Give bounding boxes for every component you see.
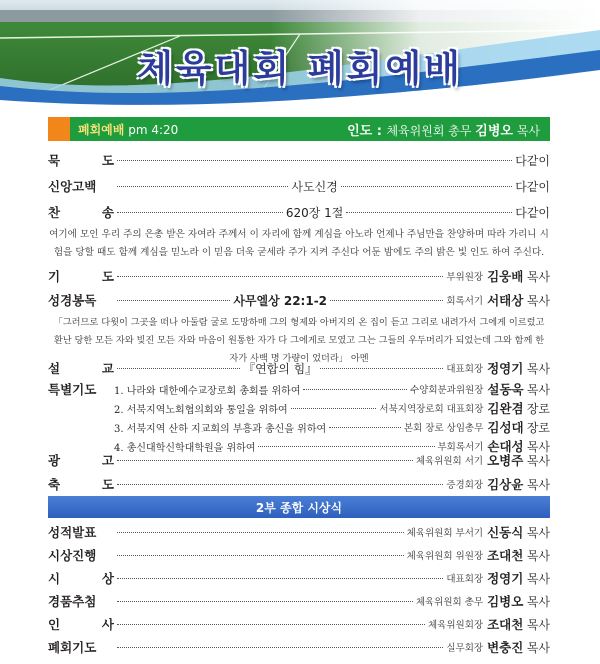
order-name: 서태상 (487, 293, 524, 308)
prayer-row (48, 399, 550, 417)
order-label: 찬 송 (48, 205, 114, 220)
order-label: 인 사 (48, 617, 114, 632)
prayer-name: 설동욱 (487, 382, 524, 397)
order-title: 목사 (526, 617, 550, 632)
leader-dots (117, 624, 425, 625)
order-row (48, 545, 550, 565)
order-role: 대표회장 (446, 364, 484, 375)
order-row (48, 150, 550, 170)
banner-leader-title: 목사 (516, 123, 540, 138)
order-row (48, 450, 550, 470)
order-row (48, 474, 550, 494)
banner-time: pm 4:20 (128, 122, 179, 137)
leader-dots (117, 300, 230, 301)
order-name: 신동식 (487, 525, 524, 540)
order-label: 광 고 (48, 453, 114, 468)
leader-dots (329, 427, 401, 428)
prayer-role: 수양회분과위원장 (409, 385, 484, 396)
banner-left (78, 121, 178, 138)
order-role: 체육위원회 부서기 (406, 528, 484, 539)
sermon-title: 『연합의 힘』 (243, 361, 318, 376)
order-row (48, 637, 550, 657)
service-banner (48, 117, 550, 141)
order-label: 축 도 (48, 477, 114, 492)
order-row (48, 591, 550, 611)
prayer-row (48, 380, 550, 398)
leader-dots (303, 389, 406, 390)
order-label: 경품추첨 (48, 594, 97, 609)
order-detail: 사무엘상 22:1-2 (233, 293, 328, 308)
leader-dots (320, 368, 443, 369)
leader-dots (291, 408, 377, 409)
order-title: 목사 (526, 453, 550, 468)
leader-dots (117, 578, 443, 579)
prayer-label: 특별기도 (48, 382, 97, 397)
prayer-text: 3. 서북지역 산하 지교회의 부흥과 총신을 위하여 (114, 423, 327, 435)
leader-dots (330, 300, 443, 301)
order-name: 김병오 (487, 594, 524, 609)
order-title: 목사 (526, 594, 550, 609)
order-row (48, 202, 550, 222)
leader-dots (117, 212, 283, 213)
order-row (48, 290, 550, 310)
banner-leader (347, 120, 550, 139)
order-title: 목사 (526, 571, 550, 586)
order-title: 목사 (526, 548, 550, 563)
order-row (48, 358, 550, 378)
order-name: 조대천 (487, 548, 524, 563)
hymn-lyrics: 여기에 모인 우리 주의 은총 받은 자여라 주께서 이 자리에 함께 계심을 아노라 언제나 주님만을 찬양하며 따라 가리니 시험을 당할 때도 함께 계심을 믿노라 이 믿음 더욱 굳세라 주가 지켜 주신다 어둔 밤에도 주의 밝은 빛 인도 하여 주신다. (49, 229, 549, 258)
order-name: 오병주 (487, 453, 524, 468)
order-name: 정영기 (487, 361, 524, 376)
order-detail: 620장 1절 (285, 205, 344, 220)
prayer-title: 장로 (526, 401, 550, 416)
leader-dots (346, 212, 512, 213)
leader-dots (117, 276, 443, 277)
prayer-name: 김성대 (487, 420, 524, 435)
leader-dots (117, 532, 404, 533)
order-label: 시상진행 (48, 548, 97, 563)
order-row (48, 614, 550, 634)
order-name: 조대천 (487, 617, 524, 632)
order-detail: 사도신경 (291, 179, 338, 194)
order-title: 목사 (526, 361, 551, 376)
order-role: 실무회장 (446, 643, 484, 654)
leader-dots (117, 160, 512, 161)
banner-service-name: 폐회예배 (78, 122, 125, 137)
leader-dots (117, 368, 240, 369)
order-role: 체육위원회 총무 (415, 597, 484, 608)
order-title: 목사 (526, 269, 550, 284)
prayer-title: 목사 (526, 382, 550, 397)
leader-dots (117, 186, 288, 187)
prayer-role: 부회록서기 (437, 442, 484, 453)
order-name: 김웅배 (487, 269, 524, 284)
prayer-title: 목사 (526, 439, 550, 454)
prayer-text: 4. 총신대학신학대학원을 위하여 (114, 442, 256, 454)
order-label: 묵 도 (48, 153, 114, 168)
leader-dots (117, 647, 443, 648)
order-row (48, 266, 550, 286)
leader-dots (341, 186, 512, 187)
order-role: 대표회장 (446, 574, 484, 585)
order-title: 목사 (526, 640, 550, 655)
order-role: 부위원장 (446, 272, 484, 283)
leader-dots (117, 601, 413, 602)
order-name: 김상윤 (487, 477, 524, 492)
order-row (48, 176, 550, 196)
leader-dots (117, 460, 413, 461)
order-role: 체육위원회장 (428, 620, 484, 631)
prayer-name: 손대성 (487, 439, 524, 454)
section-awards-header: 2부 종합 시상식 (48, 496, 550, 518)
order-row (48, 568, 550, 588)
order-role: 체육위원회 서기 (415, 456, 484, 467)
order-row (48, 522, 550, 542)
banner-accent (48, 117, 70, 141)
order-performer: 다같이 (515, 205, 551, 220)
order-title: 목사 (526, 293, 550, 308)
prayer-title: 장로 (526, 420, 550, 435)
page-title: 체육대회 폐회예배 (137, 47, 463, 90)
order-label: 설 교 (48, 361, 114, 376)
order-label: 신앙고백 (48, 179, 97, 194)
leader-dots (117, 555, 404, 556)
order-role: 체육위원회 위원장 (406, 551, 484, 562)
order-role: 회록서기 (446, 296, 484, 307)
order-name: 정영기 (487, 571, 524, 586)
banner-leader-name: 김병오 (475, 123, 513, 139)
order-label: 시 상 (48, 571, 114, 586)
order-title: 목사 (526, 525, 550, 540)
order-performer: 다같이 (515, 153, 550, 168)
order-label: 기 도 (48, 269, 114, 284)
order-label: 성경봉독 (48, 293, 97, 308)
prayer-text: 2. 서북지역노회협의회와 통일을 위하여 (114, 404, 288, 416)
order-title: 목사 (526, 477, 550, 492)
prayer-role: 서북지역장로회 대표회장 (379, 404, 484, 415)
order-performer: 다같이 (515, 179, 550, 194)
prayer-name: 김완겸 (487, 401, 524, 416)
prayer-role: 본회 장로 상임총무 (403, 423, 484, 434)
banner-leader-role: 체육위원회 총무 (386, 123, 472, 138)
leader-dots (258, 446, 434, 447)
order-label: 폐회기도 (48, 640, 97, 655)
prayer-row (48, 418, 550, 436)
scripture-text: 「그러므로 다윗이 그곳을 떠나 아둘람 굴로 도망하매 그의 형제와 아버지의 온 집이 듣고 그리로 내려가서 그에게 이르렀고 환난 당한 모든 자와 빚진 모든 자와 마음이 원통한 자가 다 그에게로 모였고 그는 그들의 우두머리가 되었는데 그와 함께 한 자가 사백 명 가량이 었더라」 아멘 (53, 317, 545, 364)
leader-dots (117, 484, 443, 485)
order-role: 증경회장 (446, 480, 484, 491)
order-label: 성적발표 (48, 525, 97, 540)
prayer-text: 1. 나라와 대한예수교장로회 총회를 위하여 (114, 385, 301, 397)
banner-leader-prefix: 인도 : (347, 123, 387, 139)
order-name: 변충진 (487, 640, 524, 655)
